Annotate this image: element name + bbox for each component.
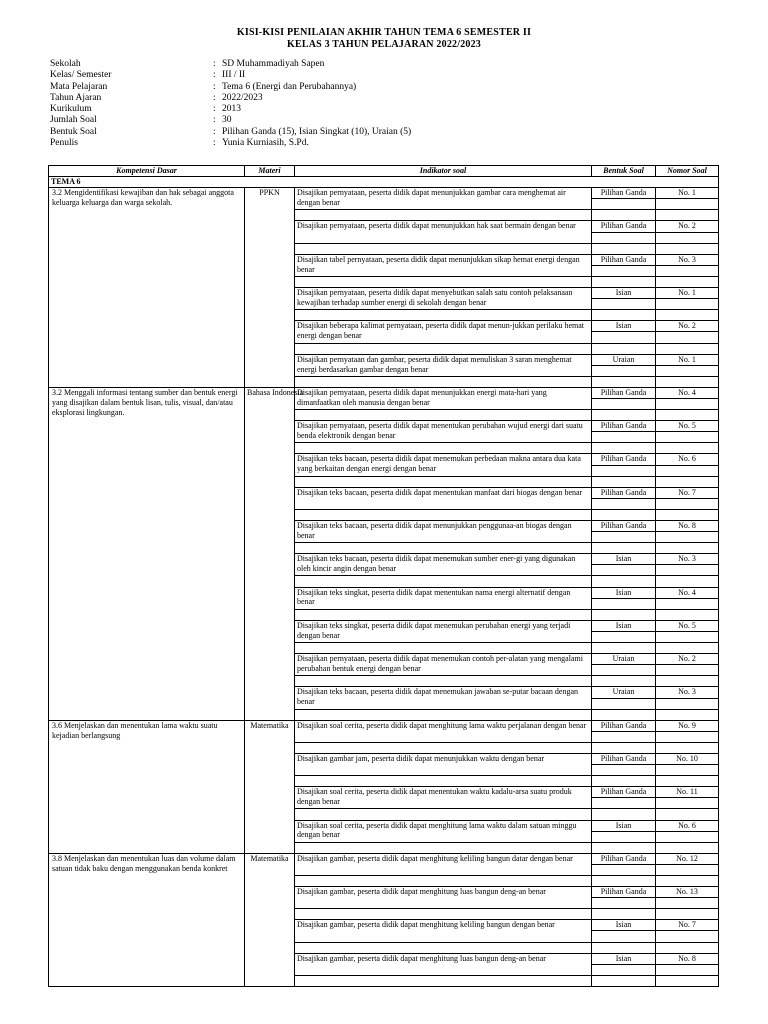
info-value: Yunia Kurniasih, S.Pd.: [222, 138, 309, 149]
bentuk-soal-cell: Isian: [592, 953, 656, 964]
empty-cell: [295, 742, 592, 753]
empty-cell: [656, 232, 719, 243]
empty-cell: [592, 598, 656, 609]
empty-cell: [656, 432, 719, 443]
info-label: Sekolah: [50, 59, 81, 69]
indikator-cell: Disajikan pernyataan, peserta didik dapat menunjukkan energi mata-hari yang dimanfaatkan oleh manusia dengan benar: [295, 387, 592, 409]
empty-cell: [656, 376, 719, 387]
empty-cell: [592, 276, 656, 287]
bentuk-soal-cell: Isian: [592, 587, 656, 598]
bentuk-soal-cell: Isian: [592, 820, 656, 831]
empty-cell: [592, 964, 656, 975]
empty-cell: [592, 365, 656, 376]
indikator-cell: Disajikan soal cerita, peserta didik dapat menghitung lama waktu perjalanan dengan benar: [295, 720, 592, 742]
empty-cell: [592, 243, 656, 254]
empty-cell: [592, 299, 656, 310]
empty-cell: [295, 243, 592, 254]
info-value: 30: [222, 115, 232, 126]
indikator-cell: Disajikan teks bacaan, peserta didik dapat menemukan sumber ener-gi yang digunakan oleh kincir angin dengan benar: [295, 554, 592, 576]
empty-cell: [656, 698, 719, 709]
bentuk-soal-cell: Pilihan Ganda: [592, 521, 656, 532]
info-value: III / II: [222, 70, 246, 81]
empty-cell: [592, 898, 656, 909]
empty-cell: [592, 665, 656, 676]
empty-cell: [656, 576, 719, 587]
empty-cell: [295, 509, 592, 520]
empty-cell: [656, 864, 719, 875]
empty-cell: [295, 210, 592, 221]
empty-cell: [656, 898, 719, 909]
empty-cell: [592, 576, 656, 587]
empty-cell: [592, 831, 656, 842]
table-header-row: [49, 166, 719, 177]
empty-cell: [656, 709, 719, 720]
table-row: [49, 853, 719, 864]
empty-cell: [295, 276, 592, 287]
empty-cell: [592, 398, 656, 409]
nomor-soal-cell: No. 7: [656, 920, 719, 931]
empty-cell: [656, 498, 719, 509]
bentuk-soal-cell: Pilihan Ganda: [592, 887, 656, 898]
nomor-soal-cell: No. 8: [656, 953, 719, 964]
empty-cell: [656, 365, 719, 376]
empty-cell: [295, 443, 592, 454]
indikator-cell: Disajikan pernyataan, peserta didik dapat menyebutkan salah satu contoh pelaksanaan kewajiban terhadap sumber energi di sekolah dengan benar: [295, 288, 592, 310]
header-bentuk-soal: Bentuk Soal: [592, 166, 656, 177]
bentuk-soal-cell: Pilihan Ganda: [592, 720, 656, 731]
empty-cell: [656, 332, 719, 343]
empty-cell: [295, 809, 592, 820]
empty-cell: [592, 232, 656, 243]
empty-cell: [592, 465, 656, 476]
empty-cell: [592, 343, 656, 354]
empty-cell: [592, 909, 656, 920]
empty-cell: [656, 465, 719, 476]
bentuk-soal-cell: Uraian: [592, 654, 656, 665]
empty-cell: [656, 398, 719, 409]
empty-cell: [295, 709, 592, 720]
nomor-soal-cell: No. 1: [656, 188, 719, 199]
empty-cell: [656, 842, 719, 853]
empty-cell: [592, 609, 656, 620]
empty-cell: [295, 410, 592, 421]
empty-cell: [592, 876, 656, 887]
indikator-cell: Disajikan teks bacaan, peserta didik dapat menemukan jawaban se-putar bacaan dengan benar: [295, 687, 592, 709]
indikator-cell: Disajikan pernyataan, peserta didik dapat menunjukkan hak saat bermain dengan benar: [295, 221, 592, 243]
empty-cell: [592, 698, 656, 709]
nomor-soal-cell: No. 11: [656, 787, 719, 798]
info-value: Tema 6 (Energi dan Perubahannya): [222, 81, 357, 92]
bentuk-soal-cell: Isian: [592, 288, 656, 299]
empty-cell: [592, 742, 656, 753]
info-separator: :: [213, 59, 216, 69]
empty-cell: [295, 576, 592, 587]
empty-cell: [295, 310, 592, 321]
empty-cell: [592, 543, 656, 554]
empty-cell: [656, 776, 719, 787]
info-separator: :: [213, 126, 216, 137]
empty-cell: [592, 809, 656, 820]
empty-cell: [295, 609, 592, 620]
empty-cell: [592, 265, 656, 276]
materi-cell: Bahasa Indonesia: [245, 387, 295, 720]
empty-cell: [656, 876, 719, 887]
empty-cell: [656, 798, 719, 809]
empty-cell: [295, 776, 592, 787]
empty-cell: [656, 343, 719, 354]
empty-cell: [592, 332, 656, 343]
nomor-soal-cell: No. 2: [656, 221, 719, 232]
nomor-soal-cell: No. 5: [656, 620, 719, 631]
empty-cell: [295, 343, 592, 354]
indikator-cell: Disajikan pernyataan, peserta didik dapat menentukan perubahan wujud energi dari suatu benda elektronik dengan benar: [295, 421, 592, 443]
empty-cell: [656, 631, 719, 642]
nomor-soal-cell: No. 12: [656, 853, 719, 864]
info-separator: :: [213, 81, 216, 92]
info-value: Pilihan Ganda (15), Isian Singkat (10), Uraian (5): [222, 126, 412, 137]
empty-cell: [656, 975, 719, 986]
empty-cell: [592, 798, 656, 809]
empty-cell: [592, 565, 656, 576]
empty-cell: [592, 410, 656, 421]
table-row: [49, 720, 719, 731]
info-label: Mata Pelajaran: [50, 81, 108, 92]
info-value: 2022/2023: [222, 92, 263, 103]
nomor-soal-cell: No. 2: [656, 654, 719, 665]
empty-cell: [592, 676, 656, 687]
empty-cell: [592, 432, 656, 443]
indikator-cell: Disajikan teks bacaan, peserta didik dapat menemukan perbedaan makna antara dua kata yang berkaitan dengan energi dengan benar: [295, 454, 592, 476]
tema-label: TEMA 6: [49, 177, 719, 188]
empty-cell: [656, 509, 719, 520]
nomor-soal-cell: No. 3: [656, 687, 719, 698]
info-value: SD Muhammadiyah Sapen: [222, 59, 325, 69]
empty-cell: [592, 199, 656, 210]
nomor-soal-cell: No. 3: [656, 254, 719, 265]
empty-cell: [592, 842, 656, 853]
empty-cell: [656, 276, 719, 287]
empty-cell: [592, 509, 656, 520]
empty-cell: [592, 975, 656, 986]
empty-cell: [295, 942, 592, 953]
empty-cell: [295, 909, 592, 920]
empty-cell: [592, 864, 656, 875]
indikator-cell: Disajikan pernyataan, peserta didik dapat menunjukkan gambar cara menghemat air dengan benar: [295, 188, 592, 210]
indikator-cell: Disajikan gambar, peserta didik dapat menghitung luas bangun deng-an benar: [295, 953, 592, 975]
empty-cell: [656, 476, 719, 487]
empty-cell: [656, 665, 719, 676]
empty-cell: [656, 809, 719, 820]
empty-cell: [592, 709, 656, 720]
empty-cell: [656, 410, 719, 421]
table-row: [49, 188, 719, 199]
bentuk-soal-cell: Pilihan Ganda: [592, 254, 656, 265]
indikator-cell: Disajikan teks bacaan, peserta didik dapat menentukan manfaat dari biogas dengan benar: [295, 487, 592, 509]
bentuk-soal-cell: Pilihan Ganda: [592, 753, 656, 764]
empty-cell: [295, 676, 592, 687]
header-kompetensi-dasar: Kompetensi Dasar: [49, 166, 245, 177]
empty-cell: [656, 299, 719, 310]
empty-cell: [656, 199, 719, 210]
nomor-soal-cell: No. 6: [656, 454, 719, 465]
empty-cell: [656, 565, 719, 576]
indikator-cell: Disajikan beberapa kalimat pernyataan, peserta didik dapat menun-jukkan perilaku hemat energi dengan benar: [295, 321, 592, 343]
empty-cell: [656, 964, 719, 975]
info-separator: :: [213, 115, 216, 126]
info-label: Tahun Ajaran: [50, 92, 102, 103]
empty-cell: [592, 310, 656, 321]
empty-cell: [656, 831, 719, 842]
tema-row: [49, 177, 719, 188]
empty-cell: [592, 376, 656, 387]
materi-cell: Matematika: [245, 853, 295, 986]
bentuk-soal-cell: Pilihan Ganda: [592, 387, 656, 398]
info-separator: :: [213, 138, 216, 149]
empty-cell: [656, 609, 719, 620]
empty-cell: [295, 543, 592, 554]
bentuk-soal-cell: Pilihan Ganda: [592, 421, 656, 432]
info-separator: :: [213, 70, 216, 81]
empty-cell: [656, 643, 719, 654]
nomor-soal-cell: No. 13: [656, 887, 719, 898]
empty-cell: [656, 443, 719, 454]
nomor-soal-cell: No. 8: [656, 521, 719, 532]
bentuk-soal-cell: Pilihan Ganda: [592, 454, 656, 465]
empty-cell: [592, 731, 656, 742]
empty-cell: [592, 942, 656, 953]
empty-cell: [592, 765, 656, 776]
empty-cell: [592, 631, 656, 642]
empty-cell: [295, 643, 592, 654]
nomor-soal-cell: No. 4: [656, 587, 719, 598]
empty-cell: [656, 598, 719, 609]
nomor-soal-cell: No. 9: [656, 720, 719, 731]
empty-cell: [656, 543, 719, 554]
kompetensi-dasar-cell: 3.2 Menggali informasi tentang sumber dan bentuk energi yang disajikan dalam bentuk lisan, tulis, visual, dan/atau eksplorasi lingkungan.: [49, 387, 245, 720]
indikator-cell: Disajikan teks singkat, peserta didik dapat menentukan nama energi alternatif dengan benar: [295, 587, 592, 609]
empty-cell: [592, 443, 656, 454]
info-label: Penulis: [50, 138, 78, 149]
bentuk-soal-cell: Isian: [592, 920, 656, 931]
empty-cell: [592, 643, 656, 654]
bentuk-soal-cell: Pilihan Ganda: [592, 787, 656, 798]
empty-cell: [656, 765, 719, 776]
materi-cell: PPKN: [245, 188, 295, 388]
header-nomor-soal: Nomor Soal: [656, 166, 719, 177]
bentuk-soal-cell: Isian: [592, 321, 656, 332]
info-label: Bentuk Soal: [50, 126, 97, 137]
empty-cell: [592, 476, 656, 487]
empty-cell: [295, 842, 592, 853]
empty-cell: [295, 476, 592, 487]
empty-cell: [656, 742, 719, 753]
indikator-cell: Disajikan soal cerita, peserta didik dapat menentukan waktu kadalu-arsa suatu produk dengan benar: [295, 787, 592, 809]
empty-cell: [656, 942, 719, 953]
document-title: KISI-KISI PENILAIAN AKHIR TAHUN TEMA 6 SEMESTER II: [236, 27, 532, 38]
nomor-soal-cell: No. 4: [656, 387, 719, 398]
indikator-cell: Disajikan teks bacaan, peserta didik dapat menunjukkan penggunaa-an biogas dengan benar: [295, 521, 592, 543]
nomor-soal-cell: No. 10: [656, 753, 719, 764]
indikator-cell: Disajikan pernyataan, peserta didik dapat menemukan contoh per-alatan yang mengalami perubahan bentuk energi dengan benar: [295, 654, 592, 676]
info-label: Kurikulum: [50, 104, 92, 115]
bentuk-soal-cell: Pilihan Ganda: [592, 853, 656, 864]
empty-cell: [656, 676, 719, 687]
empty-cell: [656, 210, 719, 221]
nomor-soal-cell: No. 5: [656, 421, 719, 432]
bentuk-soal-cell: Pilihan Ganda: [592, 487, 656, 498]
nomor-soal-cell: No. 1: [656, 354, 719, 365]
indikator-cell: Disajikan tabel pernyataan, peserta didik dapat menunjukkan sikap hemat energi dengan benar: [295, 254, 592, 276]
info-separator: :: [213, 92, 216, 103]
bentuk-soal-cell: Isian: [592, 554, 656, 565]
info-label: Jumlah Soal: [50, 115, 97, 126]
empty-cell: [656, 310, 719, 321]
bentuk-soal-cell: Pilihan Ganda: [592, 188, 656, 199]
materi-cell: Matematika: [245, 720, 295, 853]
kompetensi-dasar-cell: 3.6 Menjelaskan dan menentukan lama waktu suatu kejadian berlangsung: [49, 720, 245, 853]
bentuk-soal-cell: Uraian: [592, 354, 656, 365]
kompetensi-dasar-cell: 3.8 Menjelaskan dan menentukan luas dan volume dalam satuan tidak baku dengan menggunakan benda konkret: [49, 853, 245, 986]
empty-cell: [656, 931, 719, 942]
nomor-soal-cell: No. 2: [656, 321, 719, 332]
indikator-cell: Disajikan teks singkat, peserta didik dapat menemukan perubahan energi yang terjadi dengan benar: [295, 620, 592, 642]
nomor-soal-cell: No. 3: [656, 554, 719, 565]
indikator-cell: Disajikan gambar jam, peserta didik dapat menunjukkan waktu dengan benar: [295, 753, 592, 775]
header-indikator: Indikator soal: [295, 166, 592, 177]
nomor-soal-cell: No. 7: [656, 487, 719, 498]
nomor-soal-cell: No. 6: [656, 820, 719, 831]
empty-cell: [592, 532, 656, 543]
bentuk-soal-cell: Isian: [592, 620, 656, 631]
empty-cell: [656, 265, 719, 276]
empty-cell: [295, 975, 592, 986]
indikator-cell: Disajikan gambar, peserta didik dapat menghitung luas bangun deng-an benar: [295, 887, 592, 909]
info-value: 2013: [222, 104, 241, 115]
empty-cell: [656, 532, 719, 543]
empty-cell: [295, 376, 592, 387]
indikator-cell: Disajikan pernyataan dan gambar, peserta didik dapat menuliskan 3 saran menghemat energi berdasarkan gambar dengan benar: [295, 354, 592, 376]
empty-cell: [656, 731, 719, 742]
empty-cell: [592, 776, 656, 787]
indikator-cell: Disajikan gambar, peserta didik dapat menghitung keliling bangun dengan benar: [295, 920, 592, 942]
indikator-cell: Disajikan soal cerita, peserta didik dapat menghitung lama waktu dalam satuan minggu dengan benar: [295, 820, 592, 842]
bentuk-soal-cell: Pilihan Ganda: [592, 221, 656, 232]
kisi-kisi-table: [48, 165, 719, 987]
empty-cell: [592, 931, 656, 942]
empty-cell: [592, 210, 656, 221]
info-label: Kelas/ Semester: [50, 70, 112, 81]
empty-cell: [656, 243, 719, 254]
nomor-soal-cell: No. 1: [656, 288, 719, 299]
indikator-cell: Disajikan gambar, peserta didik dapat menghitung keliling bangun datar dengan benar: [295, 853, 592, 875]
bentuk-soal-cell: Uraian: [592, 687, 656, 698]
kompetensi-dasar-cell: 3.2 Mengidentifikasi kewajiban dan hak sebagai anggota keluarga keluarga dan warga sekolah.: [49, 188, 245, 388]
table-row: [49, 387, 719, 398]
info-separator: :: [213, 104, 216, 115]
empty-cell: [656, 909, 719, 920]
header-materi: Materi: [245, 166, 295, 177]
empty-cell: [592, 498, 656, 509]
document-subtitle: KELAS 3 TAHUN PELAJARAN 2022/2023: [286, 39, 482, 50]
empty-cell: [295, 876, 592, 887]
